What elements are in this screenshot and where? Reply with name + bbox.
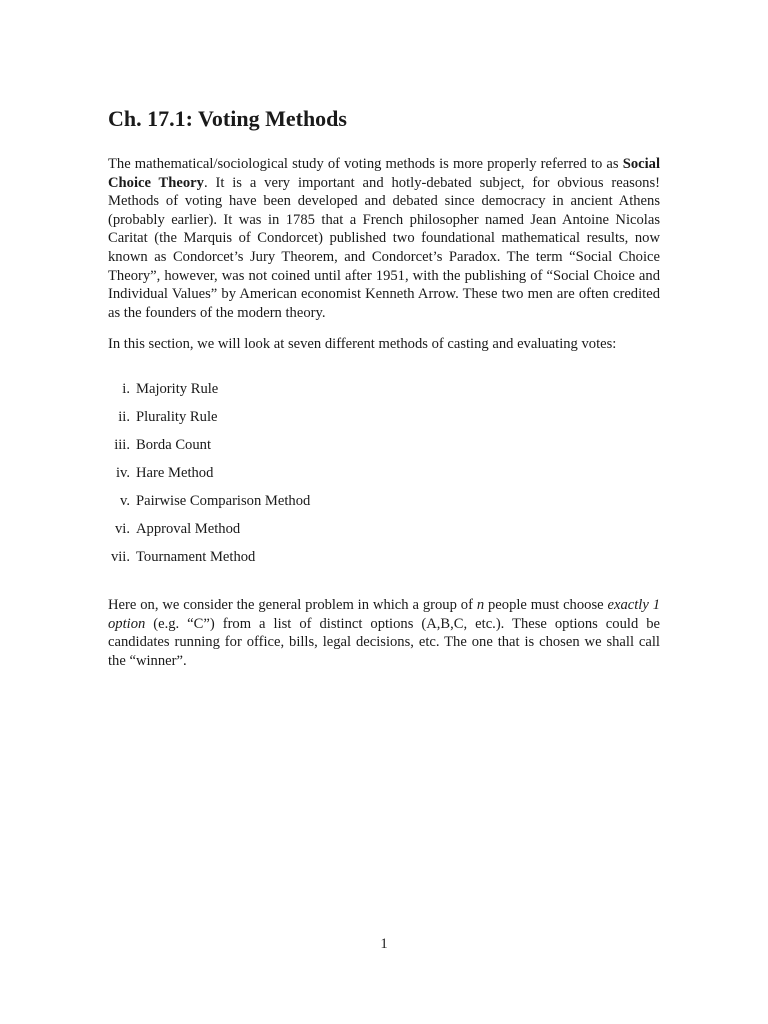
list-item-label: Hare Method: [136, 465, 214, 481]
list-item-numeral: ii.: [118, 409, 130, 425]
page-number: 1: [380, 936, 388, 952]
list-item-numeral: iv.: [115, 465, 130, 481]
list-item-numeral: i.: [122, 381, 130, 397]
list-item: [108, 547, 310, 575]
social-choice-theory-term: Social Choice Theory: [108, 156, 660, 191]
problem-text-1: Here on, we consider the general problem in which a group of: [108, 597, 477, 613]
section-title: Ch. 17.1: Voting Methods: [108, 106, 347, 131]
list-item-label: Tournament Method: [136, 549, 256, 565]
intro-text-rest: . It is a very important and hotly-debated subject, for obvious reasons! Methods of voting have been developed and debated since democracy in ancient Athens (probably earlier). It was in 1785 that a French philosopher named Jean Antoine Nicolas Caritat (the Marquis of Condorcet) published two foundational mathematical results, now known as Condorcet’s Jury Theorem, and Condorcet’s Paradox. The term “Social Choice Theory”, however, was not coined until after 1951, with the publishing of “Social Choice and Individual Values” by American economist Kenneth Arrow. These two men are often credited as the founders of the modern theory.: [108, 174, 660, 321]
list-item: [108, 463, 310, 491]
list-item: [108, 379, 310, 407]
list-item-numeral: vi.: [115, 521, 130, 537]
intro-text-start: The mathematical/sociological study of voting methods is more properly referred to as: [108, 156, 623, 172]
list-item: [108, 491, 310, 519]
list-item-numeral: vii.: [110, 549, 130, 565]
list-item-numeral: v.: [120, 493, 130, 509]
general-problem-paragraph: [108, 596, 660, 670]
problem-text-3: (e.g. “C”) from a list of distinct options (A,B,C, etc.). These options could be candidates running for office, bills, legal decisions, etc. The one that is chosen we shall call the “winner”.: [108, 615, 660, 669]
list-item-label: Borda Count: [136, 437, 211, 453]
list-item: [108, 407, 310, 435]
intro-paragraph: [108, 155, 660, 322]
list-item-label: Majority Rule: [136, 381, 219, 397]
problem-text-2: people must choose: [484, 597, 608, 613]
list-item: [108, 435, 310, 463]
methods-intro-paragraph: In this section, we will look at seven different methods of casting and evaluating votes:: [108, 336, 617, 352]
list-item: [108, 519, 310, 547]
exactly-one-option-emphasis: exactly 1 option: [108, 597, 661, 632]
voting-methods-list: [108, 379, 310, 575]
list-item-label: Approval Method: [136, 521, 241, 537]
list-item-label: Pairwise Comparison Method: [136, 493, 311, 509]
variable-n: n: [476, 597, 485, 613]
list-item-label: Plurality Rule: [136, 409, 218, 425]
list-item-numeral: iii.: [114, 437, 130, 453]
